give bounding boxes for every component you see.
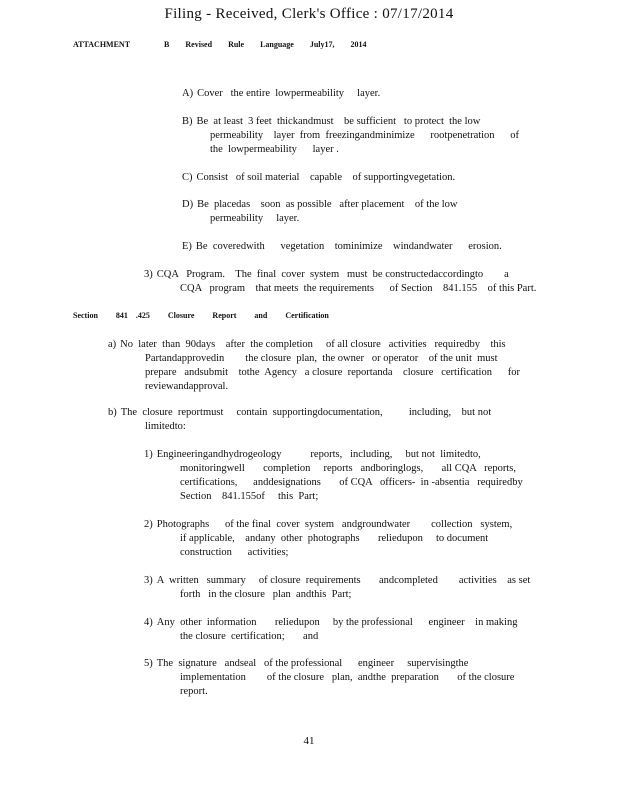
filing-stamp-header: Filing - Received, Clerk's Office : 07/17/2014 — [164, 6, 454, 22]
subsection-b — [108, 406, 491, 434]
attachment-language: Language — [260, 40, 294, 49]
attachment-year: 2014 — [350, 40, 367, 49]
list-text: A written summary of closure requirements andcompleted activities as set — [156, 575, 531, 586]
list-marker: D) — [182, 199, 194, 210]
list-marker: C) — [182, 172, 193, 183]
list-marker: E) — [182, 241, 192, 252]
list-marker: b) — [108, 407, 117, 418]
list-marker: 2) — [144, 519, 153, 530]
list-text: Be coveredwith vegetation tominimize windandwater erosion. — [195, 241, 502, 252]
list-text: the closure certification; and — [180, 631, 319, 642]
list-text: The signature andseal of the professional engineer supervisingthe — [156, 658, 469, 669]
list-text: permeability layer. — [210, 213, 300, 224]
section-title-word: Report — [212, 311, 237, 320]
list-text: The closure reportmust contain supportingdocumentation, including, but not — [120, 407, 492, 418]
list-text: reviewandapproval. — [145, 381, 229, 392]
section-label: Section — [73, 311, 98, 320]
list-text: permeability layer from freezingandminimize rootpenetration of — [210, 130, 520, 141]
list-marker: 3) — [144, 269, 153, 280]
list-marker: 3) — [144, 575, 153, 586]
attachment-label-line — [73, 40, 381, 49]
section-title-word: and — [254, 311, 268, 320]
list-text: Be at least 3 feet thickandmust be sufficient to protect the low — [196, 116, 481, 127]
subsection-a — [108, 338, 520, 394]
list-text: Any other information reliedupon by the professional engineer in making — [156, 617, 518, 628]
list-text: construction activities; — [180, 547, 289, 558]
section-heading — [73, 311, 345, 320]
closure-item-2 — [144, 518, 512, 560]
cover-requirement-a — [182, 87, 380, 101]
section-title-word: Closure — [167, 311, 195, 320]
list-text: Engineeringandhydrogeology reports, including, but not limitedto, — [156, 449, 481, 460]
list-marker: a) — [108, 339, 117, 350]
section-title-word: Certification — [285, 311, 329, 320]
closure-item-3 — [144, 574, 530, 602]
list-text: monitoringwell completion reports andboringlogs, all CQA reports, — [180, 463, 516, 474]
list-text: limitedto: — [145, 421, 186, 432]
section-subsection: .425 — [135, 311, 150, 320]
page-number: 41 — [303, 735, 315, 747]
list-text: report. — [180, 686, 208, 697]
attachment-rule: Rule — [228, 40, 245, 49]
list-marker: 4) — [144, 617, 153, 628]
list-marker: 1) — [144, 449, 153, 460]
list-text: the lowpermeability layer . — [210, 144, 339, 155]
attachment-letter: B — [164, 40, 170, 49]
cover-requirement-b — [182, 115, 519, 157]
section-number: 841 — [115, 311, 128, 320]
list-text: certifications, anddesignations of CQA officers- in -absentia requiredby — [180, 477, 523, 488]
list-text: Photographs of the final cover system andgroundwater collection system, — [156, 519, 513, 530]
list-text: if applicable, andany other photographs reliedupon to document — [180, 533, 489, 544]
list-marker: 5) — [144, 658, 153, 669]
list-marker: A) — [182, 88, 194, 99]
closure-item-5 — [144, 657, 514, 699]
list-text: CQA program that meets the requirements of Section 841.155 of this Part. — [180, 283, 537, 294]
list-text: implementation of the closure plan, andthe preparation of the closure — [180, 672, 515, 683]
cover-requirement-e — [182, 240, 502, 254]
list-text: Consist of soil material capable of supportingvegetation. — [196, 172, 456, 183]
list-text: No later than 90days after the completion of all closure activities requiredby this — [120, 339, 506, 350]
attachment-label: ATTACHMENT — [73, 40, 131, 49]
list-text: CQA Program. The final cover system must be constructedaccordingto a — [156, 269, 509, 280]
list-text: Section 841.155of this Part; — [180, 491, 319, 502]
list-text: Be placedas soon as possible after placement of the low — [197, 199, 458, 210]
list-text: prepare andsubmit tothe Agency a closure reportanda closure certification for — [145, 367, 520, 378]
cover-requirement-c — [182, 171, 455, 185]
closure-item-4 — [144, 616, 517, 644]
cover-requirement-d — [182, 198, 457, 226]
attachment-date: July17, — [309, 40, 335, 49]
list-text: forth in the closure plan andthis Part; — [180, 589, 352, 600]
attachment-revised: Revised — [185, 40, 213, 49]
list-text: Cover the entire lowpermeability layer. — [197, 88, 381, 99]
list-marker: B) — [182, 116, 193, 127]
cqa-program-item — [144, 268, 536, 296]
list-text: Partandapprovedin the closure plan, the owner or operator of the unit must — [145, 353, 498, 364]
closure-item-1 — [144, 448, 523, 504]
